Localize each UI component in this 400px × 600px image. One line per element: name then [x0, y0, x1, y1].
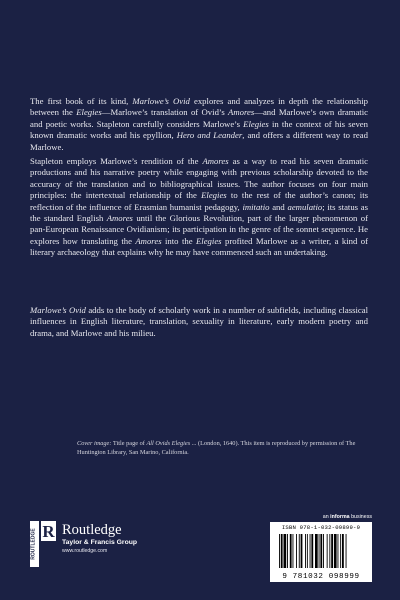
text-run: into the — [161, 235, 196, 246]
text-run: to the rest of the author’s canon; its reflection of the influence of Erasmian humanist pedagogy, — [30, 190, 368, 212]
text-run: —Marlowe’s translation of Ovid’s — [101, 107, 229, 118]
text-run: in the context of his seven known dramatic works and his epyllion, — [30, 118, 368, 141]
italic-title-text: Elegies — [195, 235, 222, 246]
text-run: , and offers a different way to read Marlowe. — [30, 130, 368, 152]
italic-title-text: All Ovids Elegies — [146, 440, 191, 447]
publisher-group: Taylor & Francis Group — [62, 539, 138, 546]
italic-title-text: Elegies — [201, 190, 227, 201]
text-run: ; its status as the standard English — [30, 201, 369, 224]
text-run: Title page of — [111, 440, 147, 447]
svg-text:R: R — [42, 522, 55, 541]
routledge-logo-icon — [30, 521, 56, 567]
text-run: adds to the body of scholarly work in a number of subfields, including classical influences in English literature, translation, sexuality in literature, early modern poetry and drama, and Marlowe and his milieu. — [30, 305, 368, 338]
barcode-panel — [270, 522, 372, 582]
italic-title-text: Hero and Leander — [176, 130, 243, 141]
description-paragraph-2 — [30, 156, 368, 259]
description-paragraph-1 — [30, 96, 368, 153]
italic-title-text: imitatio — [242, 201, 270, 212]
text-run: ... (London, 1640). This item is reproduced by permission of The Huntington Library, San Marino, California. — [77, 440, 356, 456]
italic-title-text: Amores — [106, 213, 133, 224]
italic-title-text: Marlowe’s Ovid — [30, 305, 86, 315]
text-run: and — [269, 201, 288, 212]
italic-title-text: Amores — [135, 235, 162, 246]
isbn-label: ISBN 978-1-032-09899-9 — [281, 524, 361, 531]
barcode-icon — [279, 534, 363, 568]
italic-title-text: Amores — [202, 156, 229, 166]
svg-text:ROUTLEDGE: ROUTLEDGE — [30, 528, 37, 560]
text-run: Stapleton employs Marlowe’s rendition of the — [30, 156, 203, 166]
italic-title-text: Elegies — [76, 107, 102, 118]
text-run: as a way to read his seven dramatic productions and his narrative poetry while engaging with previous scholarship devoted to the accuracy of the translation and to bibliographical issues. The author focuses on four main principles: the intertextual relationship of the — [30, 156, 368, 201]
text-run: until the Glorious Revolution, part of the larger phenomenon of pan-European Renaissance Ovidianism; its participation in the genre of the sonnet sequence. He explores how translating the — [30, 213, 368, 246]
publisher-name: Routledge — [62, 522, 122, 538]
ean-digits: 9 781032 098999 — [282, 573, 360, 581]
cover-image-credit — [77, 439, 372, 457]
italic-title-text: Cover image: — [77, 440, 112, 447]
italic-title-text: aemulatio — [287, 201, 323, 212]
italic-title-text: Elegies — [243, 118, 269, 129]
text-run: —and Marlowe’s own dramatic and poetic works. Stapleton carefully considers Marlowe’s — [30, 107, 368, 129]
italic-title-text: Amores — [228, 107, 255, 118]
text-run: The first book of its kind, — [30, 96, 133, 106]
informa-business-tagline: an informa business — [322, 514, 372, 520]
text-run: explores and analyzes in depth the relationship between the — [30, 96, 369, 118]
text-run: profited Marlowe as a writer, a kind of literary archaeology that explains why he may have commenced such an undertaking. — [30, 235, 368, 258]
publisher-url[interactable]: www.routledge.com — [62, 548, 108, 554]
publisher-branding — [62, 522, 137, 554]
description-paragraph-3 — [30, 305, 368, 339]
italic-title-text: Marlowe’s Ovid — [132, 96, 190, 106]
